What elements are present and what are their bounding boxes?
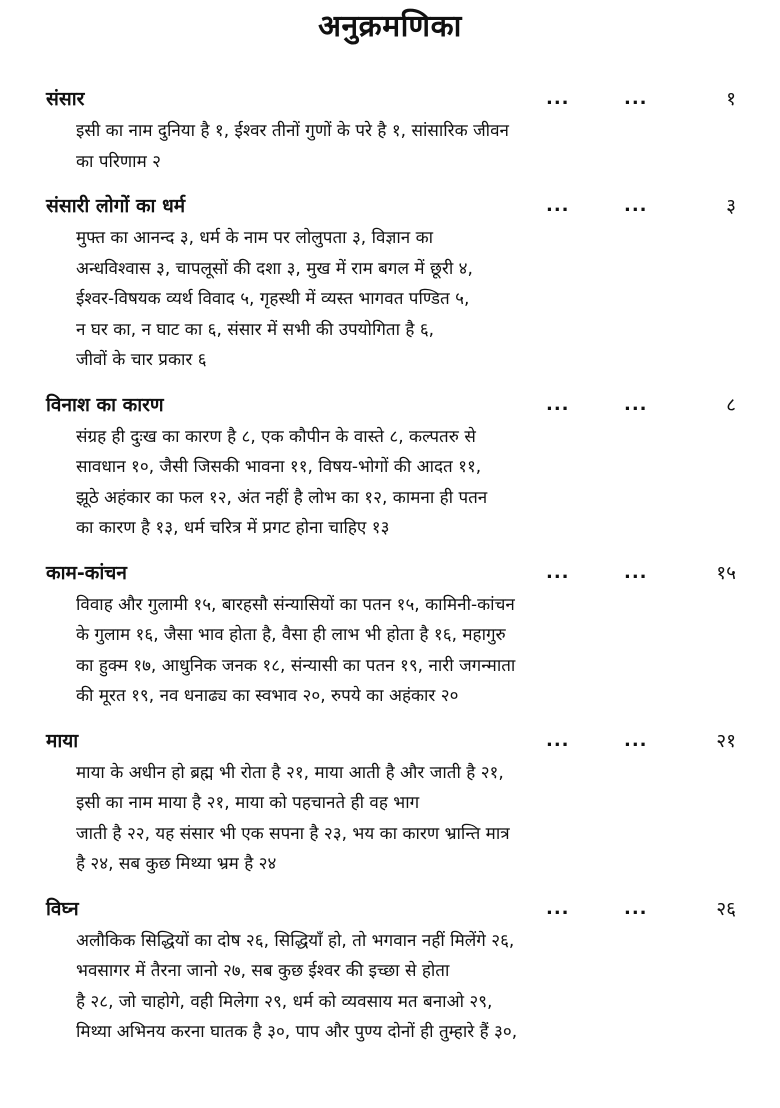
subtopic-line: विवाह और गुलामी १५, बारहसौ संन्यासियों का पतन १५, कामिनी-कांचन — [76, 594, 515, 615]
entry-heading-row — [46, 724, 746, 758]
contents-entry — [46, 82, 746, 177]
dot-leader: ... — [624, 195, 648, 216]
entry-heading-row — [46, 892, 746, 926]
dot-leader: ... — [624, 88, 648, 109]
entry-heading-row — [46, 388, 746, 422]
entry-page-number: २६ — [716, 897, 736, 920]
entry-subtopics — [46, 758, 656, 880]
entry-title: विघ्न — [46, 897, 79, 920]
subtopic-line: भवसागर में तैरना जानो २७, सब कुछ ईश्वर की इच्छा से होता — [76, 961, 450, 981]
dot-leader: ... — [546, 897, 570, 919]
contents-entry — [46, 892, 746, 1048]
subtopic-line: मिथ्या अभिनय करना घातक है ३०, पाप और पुण्य दोनों ही तुम्हारे हैं ३०, — [76, 1022, 518, 1042]
dot-leader: ... — [624, 561, 648, 583]
subtopic-line: का हुक्म १७, आधुनिक जनक १८, संन्यासी का पतन १९, नारी जगन्माता — [76, 655, 516, 676]
subtopic-line: की मूरत १९, नव धनाढ्य का स्वभाव २०, रुपये का अहंकार २० — [76, 686, 459, 706]
subtopic-line: जीवों के चार प्रकार ६ — [76, 350, 207, 370]
contents-entry — [46, 189, 746, 376]
dot-leader: ... — [624, 897, 648, 919]
subtopic-line: के गुलाम १६, जैसा भाव होता है, वैसा ही लाभ भी होता है १६, महागुरु — [76, 625, 506, 645]
subtopic-line: अलौकिक सिद्धियों का दोष २६, सिद्धियाँ हो, तो भगवान नहीं मिलेंगे २६, — [76, 930, 515, 951]
subtopic-line: झूठे अहंकार का फल १२, अंत नहीं है लोभ का १२, कामना ही पतन — [76, 487, 488, 508]
contents-entry — [46, 388, 746, 544]
entry-title: विनाश का कारण — [46, 393, 164, 416]
contents-list — [46, 82, 746, 1060]
entry-page-number: ८ — [726, 393, 736, 416]
entry-heading-row — [46, 556, 746, 590]
entry-subtopics — [46, 590, 656, 712]
subtopic-line: संग्रह ही दुःख का कारण है ८, एक कौपीन के वास्ते ८, कल्पतरु से — [76, 426, 476, 447]
dot-leader: ... — [546, 393, 570, 415]
entry-heading-row — [46, 82, 746, 116]
subtopic-line: न घर का, न घाट का ६, संसार में सभी की उपयोगिता है ६, — [76, 319, 435, 340]
entry-page-number: १ — [726, 88, 736, 110]
dot-leader: ... — [546, 195, 570, 216]
subtopic-line: इसी का नाम माया है २१, माया को पहचानते ही वह भाग — [76, 793, 420, 813]
entry-heading-row — [46, 189, 746, 223]
subtopic-line: अन्धविश्वास ३, चापलूसों की दशा ३, मुख में राम बगल में छूरी ४, — [76, 258, 473, 279]
dot-leader: ... — [546, 88, 570, 109]
entry-subtopics — [46, 223, 656, 376]
page-title: अनुक्रमणिका — [318, 9, 462, 44]
entry-subtopics — [46, 422, 656, 544]
subtopic-line: ईश्वर-विषयक व्यर्थ विवाद ५, गृहस्थी में व्यस्त भागवत पण्डित ५, — [76, 289, 470, 309]
contents-entry — [46, 724, 746, 880]
subtopic-line: है २४, सब कुछ मिथ्या भ्रम है २४ — [76, 854, 277, 874]
entry-title: काम-कांचन — [46, 561, 127, 584]
subtopic-line: का कारण है १३, धर्म चरित्र में प्रगट होना चाहिए १३ — [76, 518, 390, 538]
contents-entry — [46, 556, 746, 712]
dot-leader: ... — [546, 561, 570, 583]
entry-page-number: १५ — [716, 561, 736, 584]
subtopic-line: का परिणाम २ — [76, 151, 161, 172]
entry-page-number: २१ — [716, 729, 736, 752]
subtopic-line: सावधान १०, जैसी जिसकी भावना ११, विषय-भोगों की आदत ११, — [76, 457, 482, 477]
subtopic-line: मुफ्त का आनन्द ३, धर्म के नाम पर लोलुपता ३, विज्ञान का — [76, 228, 434, 248]
subtopic-line: जाती है २२, यह संसार भी एक सपना है २३, भय का कारण भ्रान्ति मात्र — [76, 823, 510, 844]
entry-title: संसार — [46, 88, 85, 110]
dot-leader: ... — [624, 729, 648, 751]
dot-leader: ... — [546, 729, 570, 751]
entry-title: माया — [46, 729, 79, 752]
entry-page-number: ३ — [726, 195, 736, 217]
subtopic-line: इसी का नाम दुनिया है १, ईश्वर तीनों गुणों के परे है १, सांसारिक जीवन — [76, 121, 509, 141]
subtopic-line: है २८, जो चाहोगे, वही मिलेगा २९, धर्म को व्यवसाय मत बनाओ २९, — [76, 991, 493, 1012]
entry-subtopics — [46, 116, 656, 177]
subtopic-line: माया के अधीन हो ब्रह्म भी रोता है २१, माया आती है और जाती है २१, — [76, 762, 504, 783]
entry-subtopics — [46, 926, 656, 1048]
dot-leader: ... — [624, 393, 648, 415]
entry-title: संसारी लोगों का धर्म — [46, 195, 186, 217]
